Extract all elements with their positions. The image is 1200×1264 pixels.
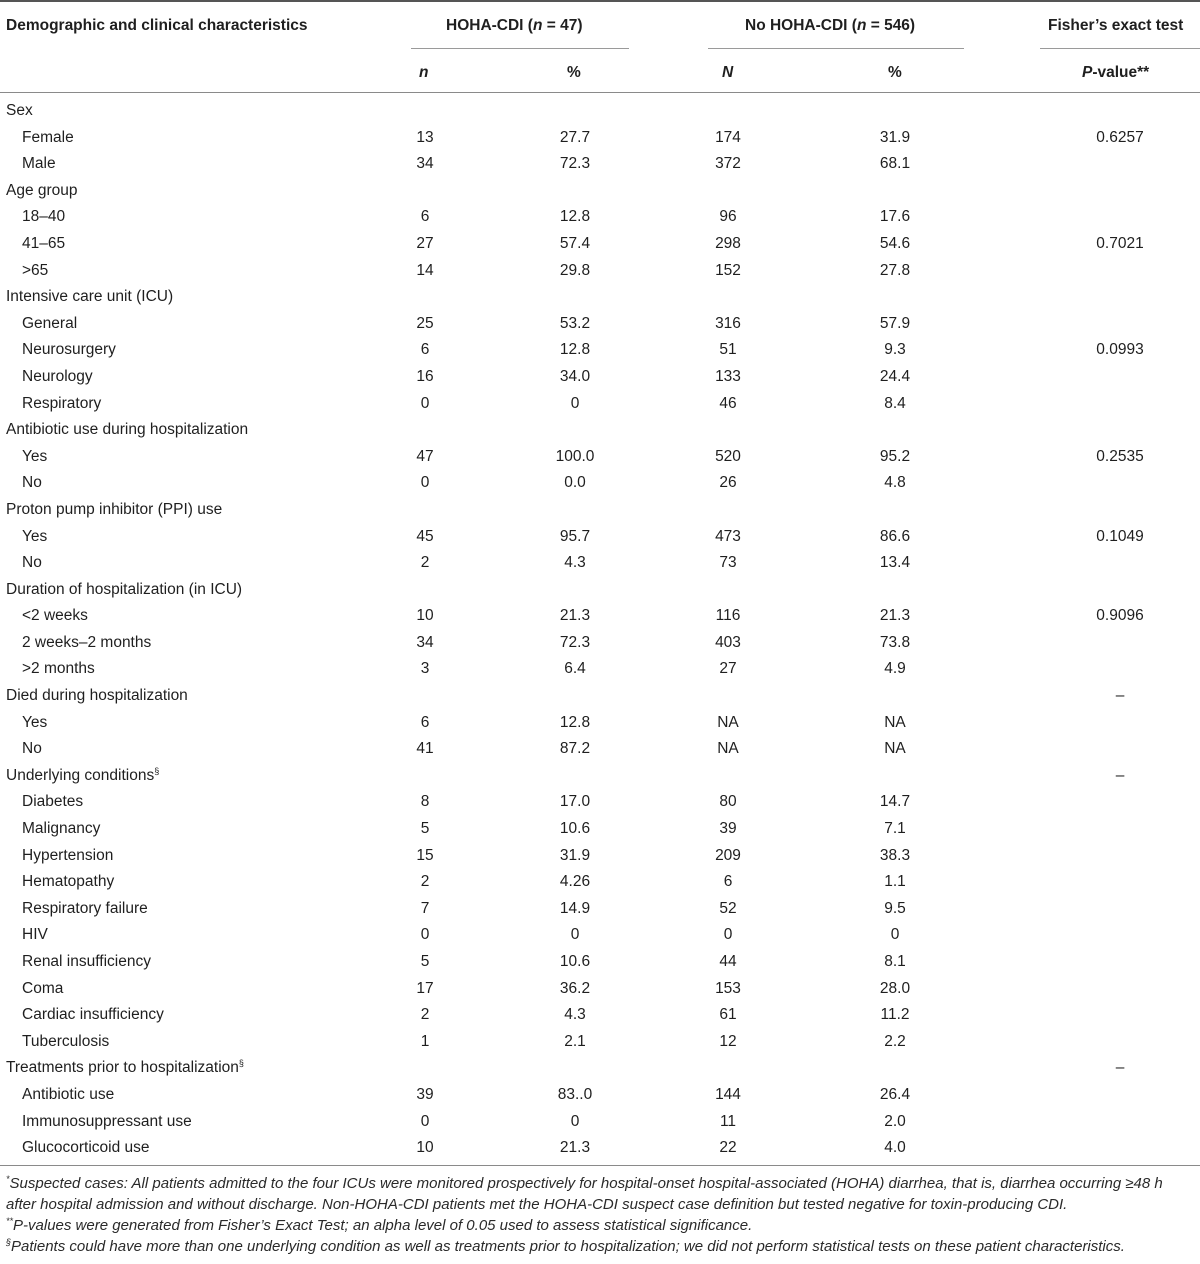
cell-hoha-pct: 83..0: [557, 1085, 593, 1103]
table-row: [0, 391, 1200, 418]
subheader-pvalue: P-value**: [1082, 64, 1150, 81]
cell-no-hoha-n: 51: [719, 341, 737, 359]
cell-no-hoha-pct: 24.4: [879, 367, 911, 385]
cell-hoha-pct: 72.3: [559, 155, 591, 173]
table-row: [0, 1029, 1200, 1056]
row-label: Yes: [22, 713, 48, 731]
table-group-row: [0, 417, 1200, 444]
row-label: No: [22, 740, 42, 758]
table-row: [0, 151, 1200, 178]
cell-no-hoha-n: 298: [715, 234, 741, 252]
table-row: [0, 1109, 1200, 1136]
table-row: [0, 789, 1200, 816]
table-row: [0, 603, 1200, 630]
table-bottom-rule: [0, 1165, 1200, 1166]
cell-no-hoha-n: 316: [715, 314, 741, 332]
cell-no-hoha-n: 153: [715, 979, 741, 997]
row-label: Coma: [22, 979, 64, 997]
table-row: [0, 710, 1200, 737]
cell-hoha-pct: 29.8: [559, 261, 591, 279]
row-label: Duration of hospitalization (in ICU): [6, 580, 243, 598]
cell-no-hoha-pct: 13.4: [879, 554, 911, 572]
table-row: [0, 231, 1200, 258]
row-label: Intensive care unit (ICU): [6, 288, 174, 306]
cell-p-value: 0.6257: [1096, 128, 1144, 146]
row-label: Respiratory: [22, 394, 102, 412]
cell-no-hoha-pct: 68.1: [879, 155, 911, 173]
cell-no-hoha-pct: 86.6: [879, 527, 911, 545]
cell-no-hoha-n: NA: [717, 713, 739, 731]
cell-hoha-n: 45: [416, 527, 434, 545]
row-label: Diabetes: [22, 793, 84, 811]
table-row: [0, 869, 1200, 896]
cell-no-hoha-pct: 8.4: [884, 394, 906, 412]
cell-no-hoha-n: 52: [719, 899, 737, 917]
footnote-p-values: **P-values were generated from Fisher’s Exact Test; an alpha level of 0.05 used to assess statistical significance.: [6, 1216, 753, 1234]
row-label: Renal insufficiency: [22, 953, 151, 970]
cell-no-hoha-pct: 26.4: [879, 1085, 911, 1103]
row-label: No: [22, 554, 42, 572]
header-group1-rule: [411, 48, 629, 49]
row-label: Yes: [22, 447, 48, 465]
row-label: HIV: [22, 926, 48, 944]
cell-no-hoha-n: 116: [715, 607, 741, 625]
cell-no-hoha-pct: 28.0: [879, 979, 911, 997]
cell-hoha-pct: 12.8: [559, 208, 591, 226]
cell-no-hoha-n: 12: [719, 1032, 737, 1050]
cell-p-value: –: [1115, 766, 1125, 784]
cell-no-hoha-pct: 9.5: [884, 899, 906, 917]
row-label: Glucocorticoid use: [22, 1139, 150, 1157]
cell-hoha-pct: 27.7: [559, 128, 591, 146]
cell-hoha-n: 5: [420, 953, 430, 970]
table-body: [0, 98, 1200, 1162]
table-group-row: [0, 497, 1200, 524]
cell-no-hoha-n: 152: [715, 261, 741, 279]
cell-no-hoha-pct: 9.3: [884, 341, 906, 359]
cell-no-hoha-pct: 4.0: [884, 1139, 906, 1157]
row-label: 41–65: [22, 234, 66, 252]
cell-no-hoha-pct: 14.7: [879, 793, 911, 811]
cell-no-hoha-n: 26: [719, 474, 737, 492]
table-row: [0, 896, 1200, 923]
table-footnotes: [6, 1173, 1196, 1257]
cell-hoha-n: 16: [416, 367, 434, 385]
cell-hoha-pct: 34.0: [559, 367, 591, 385]
cell-hoha-n: 10: [416, 1139, 434, 1157]
row-label: >65: [22, 261, 49, 279]
cell-hoha-pct: 4.3: [564, 1006, 586, 1024]
table-group-row: [0, 98, 1200, 125]
cell-hoha-n: 2: [420, 554, 430, 572]
table-group-row: [0, 763, 1200, 790]
cell-p-value: 0.0993: [1096, 341, 1144, 359]
row-label: General: [22, 314, 78, 332]
row-label: Male: [22, 155, 56, 173]
cell-no-hoha-pct: 73.8: [879, 633, 911, 651]
cell-hoha-pct: 17.0: [559, 793, 591, 811]
row-label: Malignancy: [22, 820, 101, 838]
header-group2-rule: [708, 48, 964, 49]
cell-no-hoha-pct: 2.0: [884, 1112, 906, 1130]
row-label: Respiratory failure: [22, 899, 148, 917]
table-subheader-row: [0, 50, 1200, 94]
cell-hoha-pct: 4.26: [559, 873, 591, 891]
cell-hoha-pct: 21.3: [559, 1139, 591, 1157]
table-row: [0, 656, 1200, 683]
table-row: [0, 816, 1200, 843]
cell-hoha-n: 41: [416, 740, 434, 758]
table-row: [0, 470, 1200, 497]
cell-no-hoha-n: 11: [719, 1112, 737, 1130]
cell-no-hoha-pct: 11.2: [880, 1006, 910, 1024]
cell-no-hoha-pct: 7.1: [884, 820, 906, 838]
cell-hoha-pct: 10.6: [559, 953, 591, 970]
cell-hoha-pct: 0: [570, 394, 580, 412]
cell-no-hoha-pct: 27.8: [879, 261, 911, 279]
table-group-row: [0, 1055, 1200, 1082]
cell-no-hoha-n: 209: [715, 846, 741, 864]
header-fisher-test: Fisher’s exact test: [1048, 17, 1184, 34]
cell-hoha-pct: 2.1: [564, 1032, 586, 1050]
cell-no-hoha-pct: 1.1: [884, 873, 906, 891]
cell-no-hoha-pct: 4.9: [884, 660, 906, 678]
header-no-hoha-cdi: No HOHA-CDI (n = 546): [745, 17, 916, 34]
row-label: Cardiac insufficiency: [22, 1006, 164, 1024]
cell-no-hoha-n: 473: [715, 527, 741, 545]
cell-no-hoha-n: 403: [715, 633, 741, 651]
row-label: Female: [22, 128, 74, 146]
cell-hoha-pct: 57.4: [559, 234, 591, 252]
cell-hoha-n: 0: [420, 1112, 430, 1130]
cell-no-hoha-n: 44: [719, 953, 737, 970]
table-row: [0, 922, 1200, 949]
table-row: [0, 258, 1200, 285]
table-row: [0, 736, 1200, 763]
row-label: Died during hospitalization: [6, 687, 188, 705]
cell-hoha-n: 5: [420, 820, 430, 838]
cell-p-value: –: [1115, 687, 1125, 705]
cell-hoha-pct: 12.8: [559, 341, 591, 359]
table-row: [0, 976, 1200, 1003]
cell-hoha-n: 25: [416, 314, 434, 332]
row-label: Proton pump inhibitor (PPI) use: [6, 500, 223, 518]
footnote-suspected-cases: *Suspected cases: All patients admitted to the four ICUs were monitored prospectively for hospital-onset hospital-associated (HOHA) diarrhea, that is, diarrhea occurring ≥48 h after hospital admission and without discharge. Non-HOHA-CDI patients met the HOHA-CDI suspect case definition but tested negative for toxin-producing CDI.: [6, 1174, 1163, 1213]
cell-no-hoha-pct: 31.9: [879, 128, 911, 146]
cell-hoha-pct: 0: [570, 1112, 580, 1130]
cell-hoha-pct: 53.2: [559, 314, 591, 332]
cell-hoha-n: 0: [420, 394, 430, 412]
cell-hoha-n: 27: [416, 234, 434, 252]
cell-no-hoha-n: 133: [715, 367, 741, 385]
header-hoha-cdi: HOHA-CDI (n = 47): [446, 17, 583, 34]
cell-hoha-pct: 31.9: [559, 846, 591, 864]
table-row: [0, 364, 1200, 391]
subheader-pct1: %: [567, 64, 581, 81]
cell-no-hoha-pct: 38.3: [879, 846, 911, 864]
row-label: Neurosurgery: [22, 341, 116, 359]
cell-hoha-pct: 95.7: [559, 527, 591, 545]
cell-no-hoha-pct: NA: [884, 713, 906, 731]
cell-no-hoha-pct: 0: [890, 926, 900, 944]
cell-hoha-pct: 6.4: [564, 660, 586, 678]
cell-hoha-n: 1: [420, 1032, 430, 1050]
cell-hoha-n: 0: [420, 474, 430, 492]
cell-no-hoha-pct: 2.2: [884, 1032, 906, 1050]
cell-no-hoha-n: 174: [715, 128, 741, 146]
cell-hoha-pct: 36.2: [559, 979, 591, 997]
table-row: [0, 1082, 1200, 1109]
cell-hoha-n: 7: [420, 899, 430, 917]
row-label: <2 weeks: [22, 607, 88, 625]
cell-no-hoha-pct: 4.8: [884, 474, 906, 492]
cell-no-hoha-pct: 54.6: [879, 234, 911, 252]
row-label: Neurology: [22, 367, 93, 385]
cell-no-hoha-n: 0: [723, 926, 733, 944]
table-row: [0, 311, 1200, 338]
row-label: Treatments prior to hospitalization§: [6, 1058, 244, 1077]
cell-hoha-pct: 87.2: [559, 740, 591, 758]
table-group-row: [0, 683, 1200, 710]
cell-p-value: 0.2535: [1096, 447, 1144, 465]
cell-hoha-pct: 14.9: [559, 899, 591, 917]
table-row: [0, 524, 1200, 551]
table-group-row: [0, 284, 1200, 311]
subheader-n1: n: [419, 64, 429, 81]
cell-hoha-pct: 0.0: [564, 474, 586, 492]
subheader-n2: N: [722, 64, 734, 81]
cell-hoha-pct: 4.3: [564, 554, 586, 572]
cell-hoha-pct: 72.3: [559, 633, 591, 651]
cell-hoha-n: 3: [420, 660, 430, 678]
cell-no-hoha-n: 144: [715, 1085, 741, 1103]
row-label: Hypertension: [22, 846, 114, 864]
cell-hoha-n: 2: [420, 1006, 430, 1024]
footnote-multiple-conditions: §Patients could have more than one underlying condition as well as treatments prior to hospitalization; we did not perform statistical tests on these patient characteristics.: [6, 1237, 1125, 1255]
header-test-rule: [1040, 48, 1200, 49]
cell-no-hoha-n: 39: [719, 820, 737, 838]
table-row: [0, 337, 1200, 364]
cell-no-hoha-n: 96: [719, 208, 737, 226]
table-row: [0, 843, 1200, 870]
row-label: Underlying conditions§: [6, 765, 160, 784]
cell-no-hoha-n: 6: [723, 873, 733, 891]
cell-no-hoha-pct: NA: [884, 740, 906, 758]
table-group-row: [0, 178, 1200, 205]
cell-no-hoha-pct: 95.2: [879, 447, 911, 465]
cell-no-hoha-n: NA: [717, 740, 739, 758]
header-characteristics: Demographic and clinical characteristics: [6, 17, 308, 34]
cell-hoha-pct: 10.6: [559, 820, 591, 838]
cell-no-hoha-pct: 57.9: [879, 314, 911, 332]
cell-no-hoha-n: 520: [715, 447, 741, 465]
table-row: [0, 1002, 1200, 1029]
cell-no-hoha-pct: 17.6: [879, 208, 911, 226]
row-label: Antibiotic use during hospitalization: [6, 421, 249, 439]
cell-hoha-n: 34: [416, 633, 434, 651]
row-label: No: [22, 474, 42, 492]
cell-hoha-pct: 100.0: [555, 447, 595, 465]
cell-hoha-n: 15: [416, 846, 434, 864]
table-row: [0, 444, 1200, 471]
cell-hoha-pct: 0: [570, 926, 580, 944]
table-group-row: [0, 577, 1200, 604]
table-row: [0, 550, 1200, 577]
row-label: Antibiotic use: [22, 1085, 115, 1103]
row-label: Age group: [6, 181, 78, 199]
cell-hoha-n: 17: [416, 979, 434, 997]
cell-hoha-pct: 21.3: [559, 607, 591, 625]
row-label: Yes: [22, 527, 48, 545]
header-bottom-rule: [0, 92, 1200, 93]
row-label: Immunosuppressant use: [22, 1112, 192, 1130]
cell-no-hoha-n: 372: [715, 155, 741, 173]
cell-hoha-n: 47: [416, 447, 434, 465]
cell-hoha-n: 0: [420, 926, 430, 944]
cell-hoha-n: 6: [420, 713, 430, 731]
footnote-marker: §: [238, 1058, 244, 1069]
table-row: [0, 1135, 1200, 1162]
cell-p-value: 0.7021: [1096, 234, 1144, 252]
cell-hoha-n: 8: [420, 793, 430, 811]
subheader-pct2: %: [888, 64, 902, 81]
row-label: Hematopathy: [22, 873, 115, 891]
row-label: 2 weeks–2 months: [22, 633, 152, 651]
cell-no-hoha-pct: 8.1: [884, 953, 906, 970]
cell-hoha-n: 6: [420, 341, 430, 359]
row-label: Sex: [6, 102, 33, 119]
cell-hoha-n: 10: [416, 607, 434, 625]
footnote-marker: §: [154, 765, 160, 776]
cell-hoha-n: 2: [420, 873, 430, 891]
cell-hoha-n: 34: [416, 155, 434, 173]
table-row: [0, 949, 1200, 976]
cell-no-hoha-n: 22: [719, 1139, 737, 1157]
cell-hoha-n: 13: [416, 128, 434, 146]
row-label: >2 months: [22, 660, 95, 678]
table-row: [0, 630, 1200, 657]
table-row: [0, 125, 1200, 152]
cell-no-hoha-n: 73: [719, 554, 737, 572]
table-row: [0, 204, 1200, 231]
row-label: Tuberculosis: [22, 1032, 110, 1050]
cell-no-hoha-n: 27: [719, 660, 737, 678]
cell-p-value: –: [1115, 1059, 1125, 1077]
cell-p-value: 0.1049: [1096, 527, 1144, 545]
cell-hoha-n: 14: [416, 261, 434, 279]
cell-no-hoha-n: 46: [719, 394, 737, 412]
cell-no-hoha-pct: 21.3: [879, 607, 911, 625]
cell-hoha-n: 39: [416, 1085, 434, 1103]
cell-hoha-pct: 12.8: [559, 713, 591, 731]
cell-no-hoha-n: 61: [719, 1006, 737, 1024]
cell-no-hoha-n: 80: [719, 793, 737, 811]
cell-p-value: 0.9096: [1096, 607, 1144, 625]
cell-hoha-n: 6: [420, 208, 430, 226]
row-label: 18–40: [22, 208, 66, 226]
table-header-row: [0, 0, 1200, 50]
